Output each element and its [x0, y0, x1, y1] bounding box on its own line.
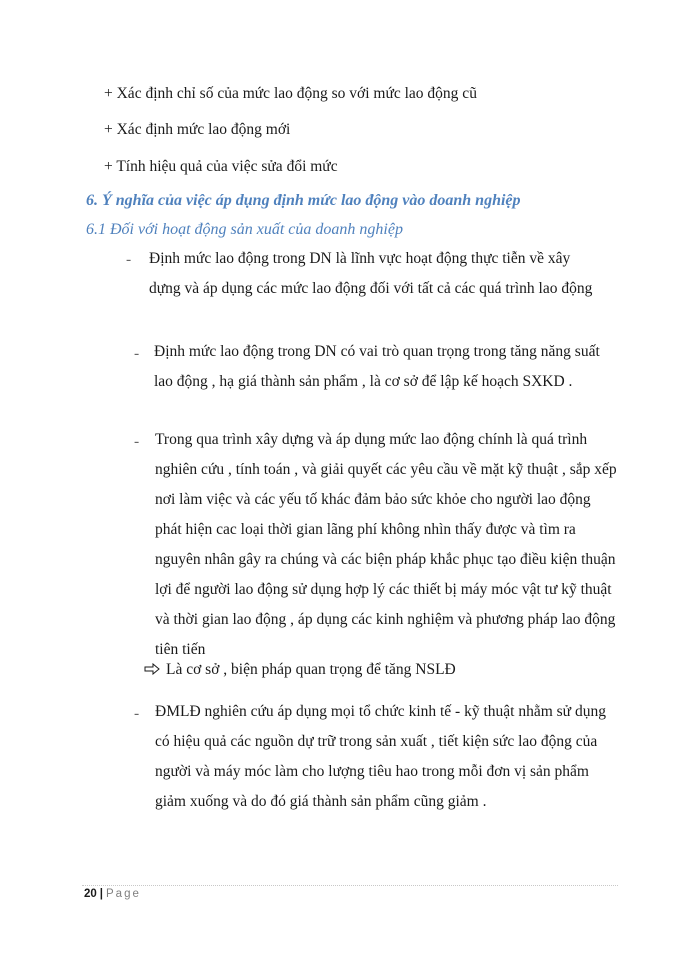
page-label: Page: [106, 888, 141, 900]
bullet-paragraph-1: Định mức lao động trong DN là lĩnh vực hoạt động thực tiễn về xây dựng và áp dụng các mức lao động đối với tất cả các quá trình lao động: [149, 250, 593, 297]
bullet-paragraph-2: Định mức lao động trong DN có vai trò quan trọng trong tăng năng suất lao động , hạ giá thành sản phẩm , là cơ sở để lập kế hoạch SXKD .: [154, 343, 600, 390]
footer-separator: |: [99, 888, 104, 900]
subsection-heading-6-1: 6.1 Đối với hoạt động sản xuất của doanh nghiệp: [86, 221, 403, 238]
outline-right-arrow-icon: [144, 663, 160, 675]
plus-item-3: + Tính hiệu quả của việc sửa đổi mức: [104, 158, 338, 175]
arrow-item-text: Là cơ sở , biện pháp quan trọng để tăng NSLĐ: [166, 661, 456, 678]
footer-divider: [82, 885, 618, 886]
bullet-dash-2: -: [134, 345, 140, 362]
bullet-paragraph-3: Trong qua trình xây dựng và áp dụng mức lao động chính là quá trình nghiên cứu , tính toán , và giải quyết các yêu cầu về mặt kỹ thuật , sắp xếp nơi làm việc và các yếu tố khác đảm bảo sức khỏe cho người lao động phát hiện cac loại thời gian lãng phí không nhìn thấy được và tìm ra nguyên nhân gây ra chúng và các biện pháp khắc phục tạo điều kiện thuận lợi để người lao động sử dụng hợp lý các thiết bị máy móc vật tư kỹ thuật và thời gian lao động , áp dụng các kinh nghiệm và phương pháp lao động tiên tiến: [155, 431, 617, 658]
bullet-dash-1: -: [126, 251, 132, 268]
arrow-item: [144, 660, 456, 680]
bullet-dash-3: -: [134, 433, 140, 450]
section-heading-6: 6. Ý nghĩa của việc áp dụng định mức lao động vào doanh nghiệp: [86, 192, 521, 209]
page-footer: [84, 888, 141, 900]
bullet-paragraph-4: ĐMLĐ nghiên cứu áp dụng mọi tổ chức kinh tế - kỹ thuật nhằm sử dụng có hiệu quả các nguồn dự trữ trong sản xuất , tiết kiện sức lao động của người và máy móc làm cho lượng tiêu hao trong mỗi đơn vị sản phẩm giảm xuống và do đó giá thành sản phẩm cũng giảm .: [155, 703, 606, 810]
page-number: 20: [84, 888, 97, 900]
bullet-dash-4: -: [134, 705, 140, 722]
plus-item-1: + Xác định chỉ số của mức lao động so với mức lao động cũ: [104, 85, 477, 102]
plus-item-2: + Xác định mức lao động mới: [104, 121, 291, 138]
